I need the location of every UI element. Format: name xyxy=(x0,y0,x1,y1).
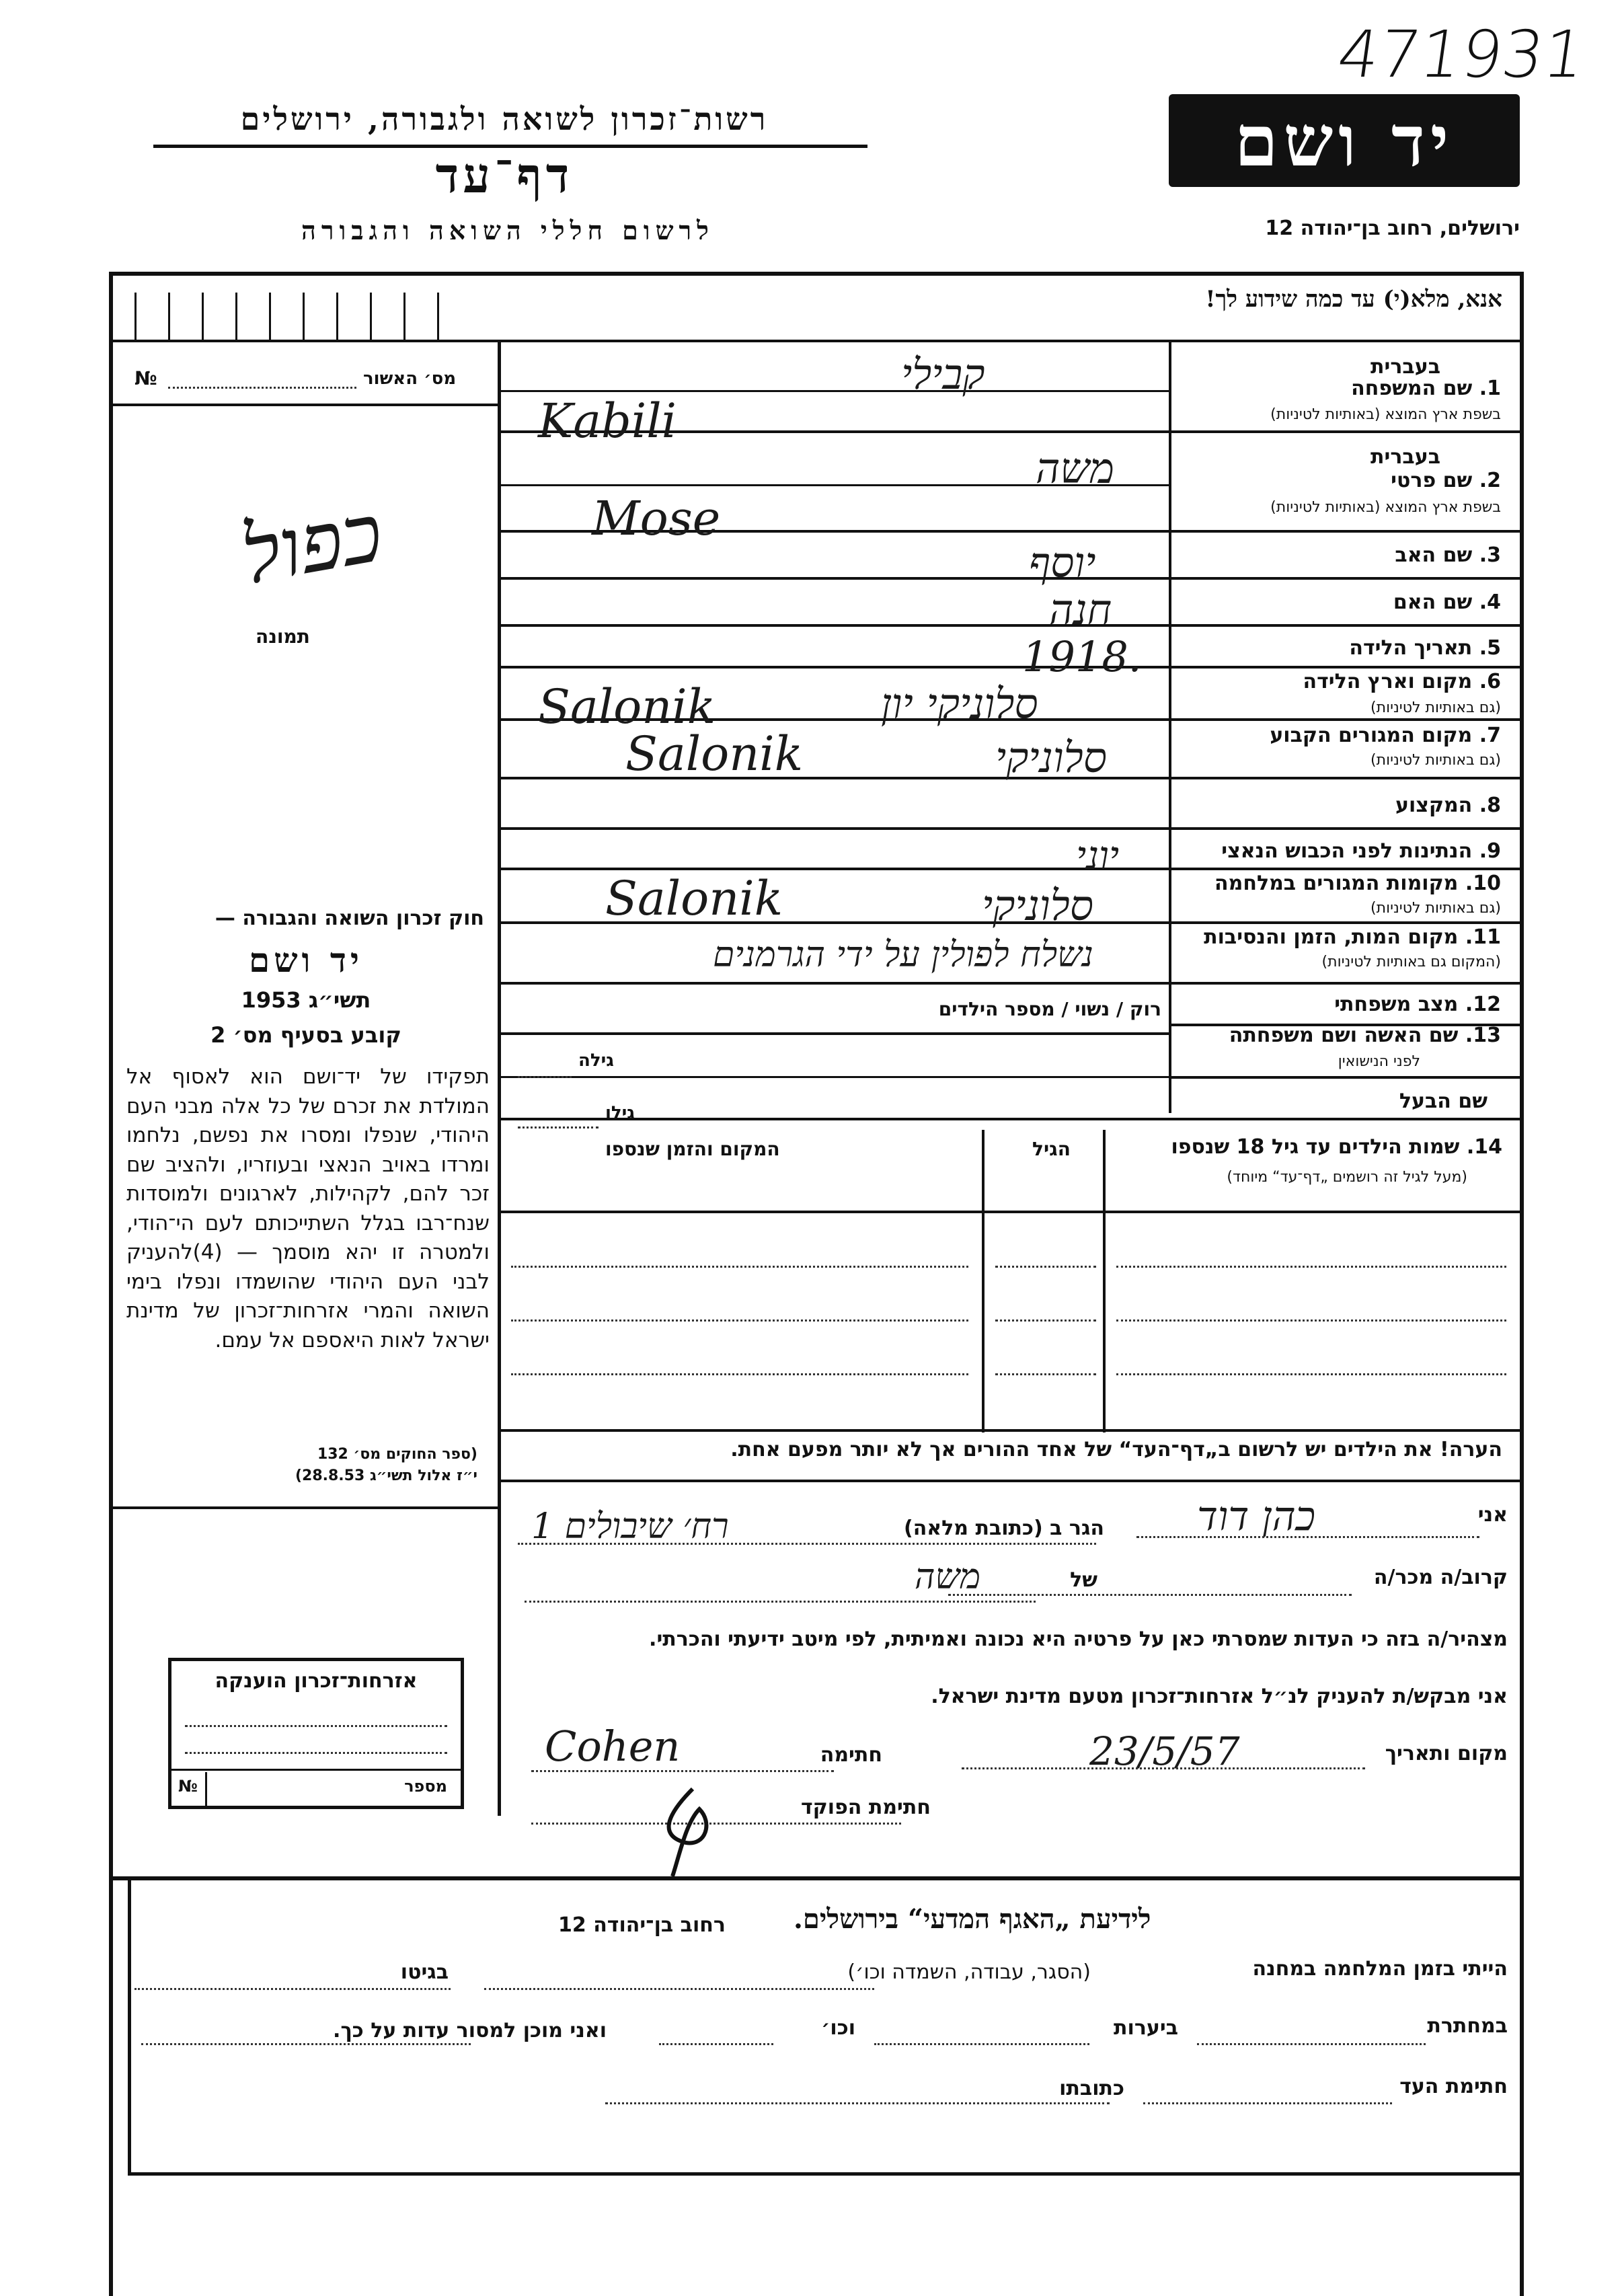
husband-age-label: גילו xyxy=(605,1103,635,1123)
f3-label: 3. שם האב xyxy=(1395,543,1501,567)
logo-text: יד ושם xyxy=(1234,99,1455,182)
f14-col-place: המקום והזמן שנספו xyxy=(605,1138,780,1160)
f10-note: (גם באותיות לטיניות) xyxy=(1370,900,1501,917)
f13-note: לפני הנישואין xyxy=(1338,1053,1420,1070)
husband-label: שם הבעל xyxy=(1399,1089,1488,1113)
officer-signature-mark xyxy=(646,1782,740,1883)
decl-signature-value: Cohen xyxy=(545,1722,681,1771)
f10-value-latin: Salonik xyxy=(605,871,783,926)
footer-bottom-border xyxy=(128,2172,1524,2176)
law-clause: קובע בסעיף מס׳ 2 xyxy=(210,1022,401,1048)
f7-value-latin: Salonik xyxy=(625,726,804,781)
f8-label: 8. המקצוע xyxy=(1395,794,1501,817)
decl-relation-label: קרוב/ה מכר/ה xyxy=(1373,1566,1508,1589)
tick-boxes xyxy=(134,293,471,341)
f12-label: 12. מצב משפחתי xyxy=(1334,993,1501,1016)
f14-col-age: הגיל xyxy=(1032,1138,1071,1160)
form-subtitle: לרשום חללי השואה והגבורה xyxy=(301,215,714,245)
children-note: הערה! את הילדים יש לרשום ב„דף־העד“ של אחד ההורים אך לא יותר מפעם אחת. xyxy=(730,1438,1502,1461)
f10-value-he: סלוניקי xyxy=(982,881,1093,930)
f13-girl-label: גילה xyxy=(578,1050,614,1071)
approval-no-label: מס׳ האשור xyxy=(363,369,457,389)
authority-name: רשות־זכרון לשואה ולגבורה, ירושלים xyxy=(240,101,769,137)
footer-heading: לידיעת „האגף המדעי“ בירושלים. xyxy=(794,1903,1151,1935)
f1-label: 1. שם המשפחה xyxy=(1351,377,1501,400)
f2-note: בשפת ארץ המוצא (באותיות לטיניות) xyxy=(1270,499,1501,516)
citizenship-number-symbol: № xyxy=(178,1777,198,1796)
frame-bottom xyxy=(109,1876,1524,1880)
f9-label: 9. הנתינות לפני הכבוש הנאצי xyxy=(1221,839,1501,863)
f7-label: 7. מקום המגורים הקבוע xyxy=(1270,724,1501,747)
f2-label: 2. שם פרטי xyxy=(1391,469,1501,492)
footer-l1-c: בגיטו xyxy=(400,1960,449,1984)
footer-l2-d: ואני מוכן למסור עדות על כך. xyxy=(333,2019,607,2042)
f2-value-latin: Mose xyxy=(592,491,721,546)
footer-l2-b: ביערות xyxy=(1114,2016,1178,2040)
f12-options: רוק / נשוי / מספר הילדים xyxy=(938,998,1161,1020)
f14-note: (מעל לגיל זה רושמים „דף־עד“ מיוחד) xyxy=(1227,1169,1467,1186)
f6-value-latin: Salonik xyxy=(538,679,716,734)
f1-note: בשפת ארץ המוצא (באותיות לטיניות) xyxy=(1270,406,1501,423)
f1-heading: בעברית xyxy=(1370,355,1440,379)
footer-address: רחוב בן־יהודה 12 xyxy=(558,1913,726,1937)
f5-value: 1918. xyxy=(1022,632,1142,681)
citizenship-title: אזרחות־זכרון הוענקה xyxy=(215,1669,418,1693)
citizenship-box xyxy=(168,1658,464,1809)
f6-label: 6. מקום וארץ הלידה xyxy=(1303,670,1501,693)
label-column-border xyxy=(1169,340,1171,1113)
header-address: ירושלים, רחוב בן־יהודה 12 xyxy=(1265,217,1520,240)
footer-l2-a: במחתרת xyxy=(1427,2014,1508,2038)
decl-date-value: 23/5/57 xyxy=(1089,1728,1240,1774)
f13-label: 13. שם האשה ושם משפחתה xyxy=(1229,1024,1501,1047)
yad-vashem-logo xyxy=(1169,94,1520,187)
approval-no-symbol: № xyxy=(134,367,157,389)
law-name: יד ושם xyxy=(249,940,363,980)
archive-number: 471931 xyxy=(1333,17,1590,92)
citizenship-number-label: מספר xyxy=(404,1777,447,1796)
f1-value-latin: Kabili xyxy=(538,393,677,449)
approval-no-line xyxy=(168,387,356,389)
footer-l3-a: חתימת העד xyxy=(1399,2075,1508,2098)
f14-label: 14. שמות הילדים עד גיל 18 שנספו xyxy=(1171,1135,1502,1159)
f7-note: (גם באותיות לטיניות) xyxy=(1370,752,1501,769)
f2-heading: בעברית xyxy=(1370,445,1440,469)
f1-value-he: קבילי xyxy=(901,350,985,399)
photo-label: תמונה xyxy=(256,625,310,648)
instructions: אנא, מלא(י) עד כמה שידוע לך! xyxy=(1205,286,1502,313)
f4-label: 4. שם האם xyxy=(1393,590,1501,614)
f10-label: 10. מקומות המגורים במלחמה xyxy=(1214,872,1501,895)
f2-value-he: משה xyxy=(1036,444,1114,493)
officer-signature-label: חתימת הפוקד xyxy=(801,1796,931,1819)
f11-note: (המקום גם באותיות לטיניות) xyxy=(1321,954,1501,970)
f7-value-he: סלוניקי xyxy=(995,733,1107,782)
f5-label: 5. תאריך הלידה xyxy=(1349,636,1501,660)
f4-value: חנה xyxy=(1049,585,1112,634)
decl-of-value: משה xyxy=(915,1557,981,1597)
footer-l3-b: כתובתו xyxy=(1059,2077,1124,2100)
decl-resides-label: הגר ב (כתובת מלאה) xyxy=(903,1517,1104,1540)
law-source-2: י״ז אלול תשי״ג 28.8.53) xyxy=(295,1467,477,1484)
decl-resides-value: רח׳ שיבולים 1 xyxy=(531,1506,729,1547)
f9-value: יוני xyxy=(1076,833,1120,878)
footer-left-border xyxy=(128,1876,131,2172)
decl-i-value: כהן דוד xyxy=(1197,1493,1316,1540)
law-heading: חוק זכרון השואה והגבורה — xyxy=(215,907,484,930)
f6-note: (גם באותיות לטיניות) xyxy=(1370,699,1501,716)
photo-handwriting: כפול xyxy=(235,486,389,603)
decl-statement-1: מצהיר/ה בזה כי העדות שמסרתי כאן על פרטיה היא נכונה ואמיתית, לפי מיטב ידיעתי והכרתי. xyxy=(649,1628,1508,1651)
decl-i-label: אני xyxy=(1477,1503,1508,1527)
instructions-underline xyxy=(109,340,1524,342)
footer-l1-a: הייתי בזמן המלחמה במחנה xyxy=(1252,1957,1508,1981)
law-year: תשי״ג 1953 xyxy=(241,987,371,1013)
form-title: דף־עד xyxy=(435,147,574,204)
f11-value: נשלח לפולין על ידי הגרמנים xyxy=(713,935,1093,975)
law-text: תפקידו של יד־ושם הוא לאסוף אל המולדת את זכרם של כל אלה מבני העם היהודי, שנפלו ומסרו את נפשם, נלחמו ומרדו באויב הנאצי ובעוזריו, ולהציב שם זכר להם, לקהילות, לארגונים ולמוסדות שנח־רבו בגלל השתייכותם לעם הי־הודי, ולמטרה זו יהא מוסמך — (4)להעניק לבני העם היהודי שהושמדו ונפלו בימי השואה והמרי אזרחות־זכרון של מדינת ישראל לאות היאספם אל עמם. xyxy=(126,1065,490,1352)
f11-label: 11. מקום המות, הזמן והנסיבות xyxy=(1204,925,1501,949)
decl-of-label: של xyxy=(1070,1568,1097,1592)
footer-l2-c: וכו׳ xyxy=(821,2016,855,2040)
f6-value-he: סלוניקי יון xyxy=(881,679,1038,728)
f3-value: יוסף xyxy=(1029,538,1096,587)
decl-signature-label: חתימה xyxy=(820,1743,882,1767)
decl-statement-2: אני מבקש/ת להעניק לנ״ל אזרחות־זכרון מטעם מדינת ישראל. xyxy=(931,1685,1508,1708)
decl-place-date-label: מקום ותאריך xyxy=(1385,1742,1508,1765)
law-source-1: (ספר החוקים מס׳ 132 xyxy=(317,1446,477,1463)
footer-l1-b: (הסגר, עבודה, השמדה וכו׳) xyxy=(847,1960,1091,1984)
